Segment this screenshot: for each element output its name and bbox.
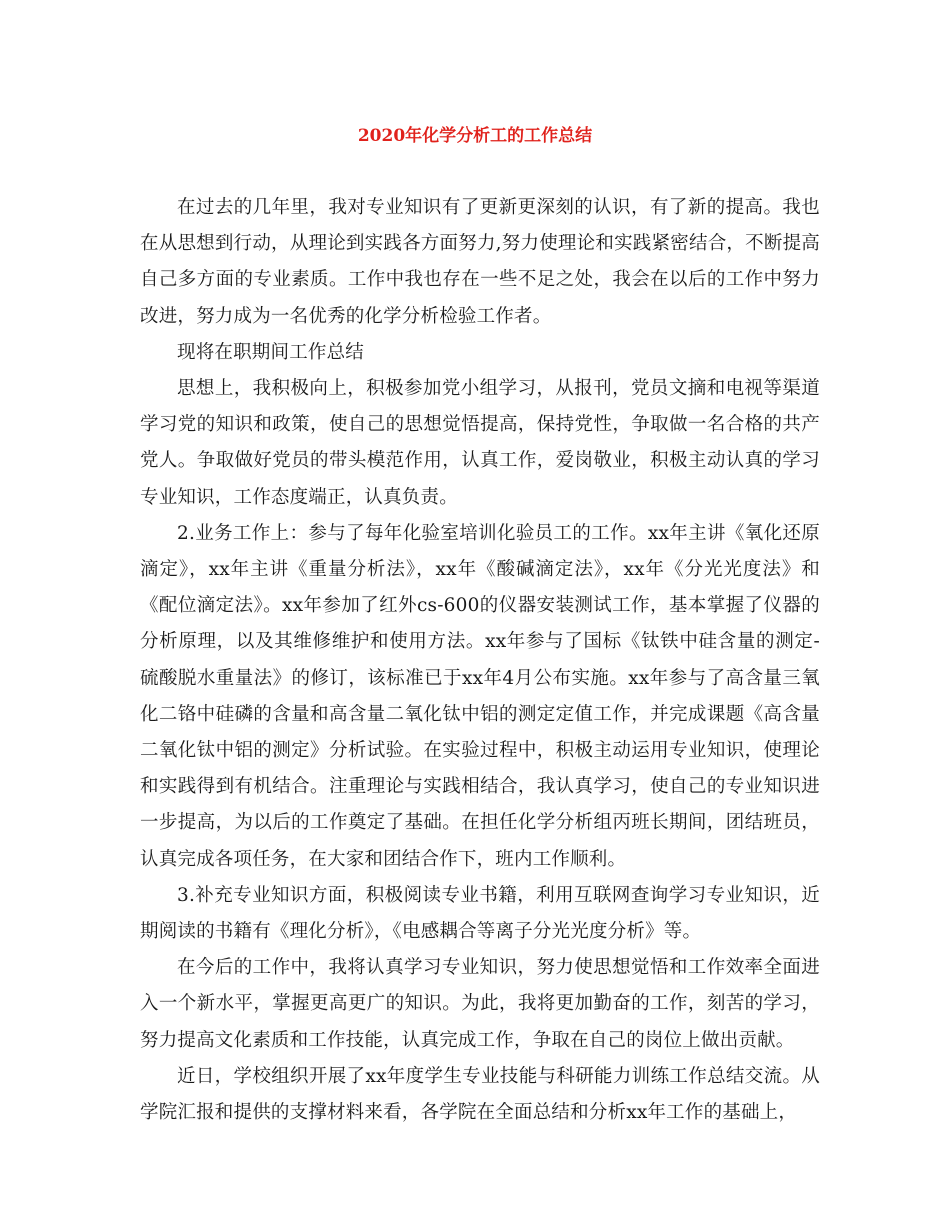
paragraph-intro: 在过去的几年里，我对专业知识有了更新更深刻的认识，有了新的提高。我也在从思想到行动，从理论到实践各方面努力,努力使理论和实践紧密结合，不断提高自己多方面的专业素质。工作中我也存在一些不足之处，我会在以后的工作中努力改进，努力成为一名优秀的化学分析检验工作者。	[140, 197, 820, 327]
paragraph-future-work: 在今后的工作中，我将认真学习专业知识，努力使思想觉悟和工作效率全面进入一个新水平，掌握更高更广的知识。为此，我将更加勤奋的工作，刻苦的学习，努力提高文化素质和工作技能，认真完成工作，争取在自己的岗位上做出贡献。	[140, 957, 820, 1051]
document-title: 2020年化学分析工的工作总结	[357, 126, 593, 146]
paragraph-business-work: 2.业务工作上：参与了每年化验室培训化验员工的工作。xx年主讲《氧化还原滴定》，xx年主讲《重量分析法》，xx年《酸碱滴定法》，xx年《分光光度法》和《配位滴定法》。xx年参加了红外cs-600的仪器安装测试工作，基本掌握了仪器的分析原理，以及其维修维护和使用方法。xx年参与了国标《钛铁中硅含量的测定-硫酸脱水重量法》的修订，该标准已于xx年4月公布实施。xx年参与了高含量三氧化二铬中硅磷的含量和高含量二氧化钛中铝的测定定值工作，并完成课题《高含量二氧化钛中铝的测定》分析试验。在实验过程中，积极主动运用专业知识，使理论和实践得到有机结合。注重理论与实践相结合，我认真学习，使自己的专业知识进一步提高，为以后的工作奠定了基础。在担任化学分析组丙班长期间，团结班员，认真完成各项任务，在大家和团结合作下，班内工作顺利。	[140, 522, 820, 870]
document-body	[140, 190, 820, 1131]
paragraph-ideology: 思想上，我积极向上，积极参加党小组学习，从报刊，党员文摘和电视等渠道学习党的知识和政策，使自己的思想觉悟提高，保持党性，争取做一名合格的共产党人。争取做好党员的带头模范作用，认真工作，爱岗敬业，积极主动认真的学习专业知识，工作态度端正，认真负责。	[140, 378, 820, 508]
paragraph-summary-heading: 现将在职期间工作总结	[177, 341, 365, 363]
paragraph-school-summary: 近日，学校组织开展了xx年度学生专业技能与科研能力训练工作总结交流。从学院汇报和提供的支撑材料来看，各学院在全面总结和分析xx年工作的基础上，	[140, 1065, 820, 1124]
paragraph-professional-knowledge: 3.补充专业知识方面，积极阅读专业书籍，利用互联网查询学习专业知识，近期阅读的书籍有《理化分析》，《电感耦合等离子分光光度分析》等。	[140, 884, 820, 943]
